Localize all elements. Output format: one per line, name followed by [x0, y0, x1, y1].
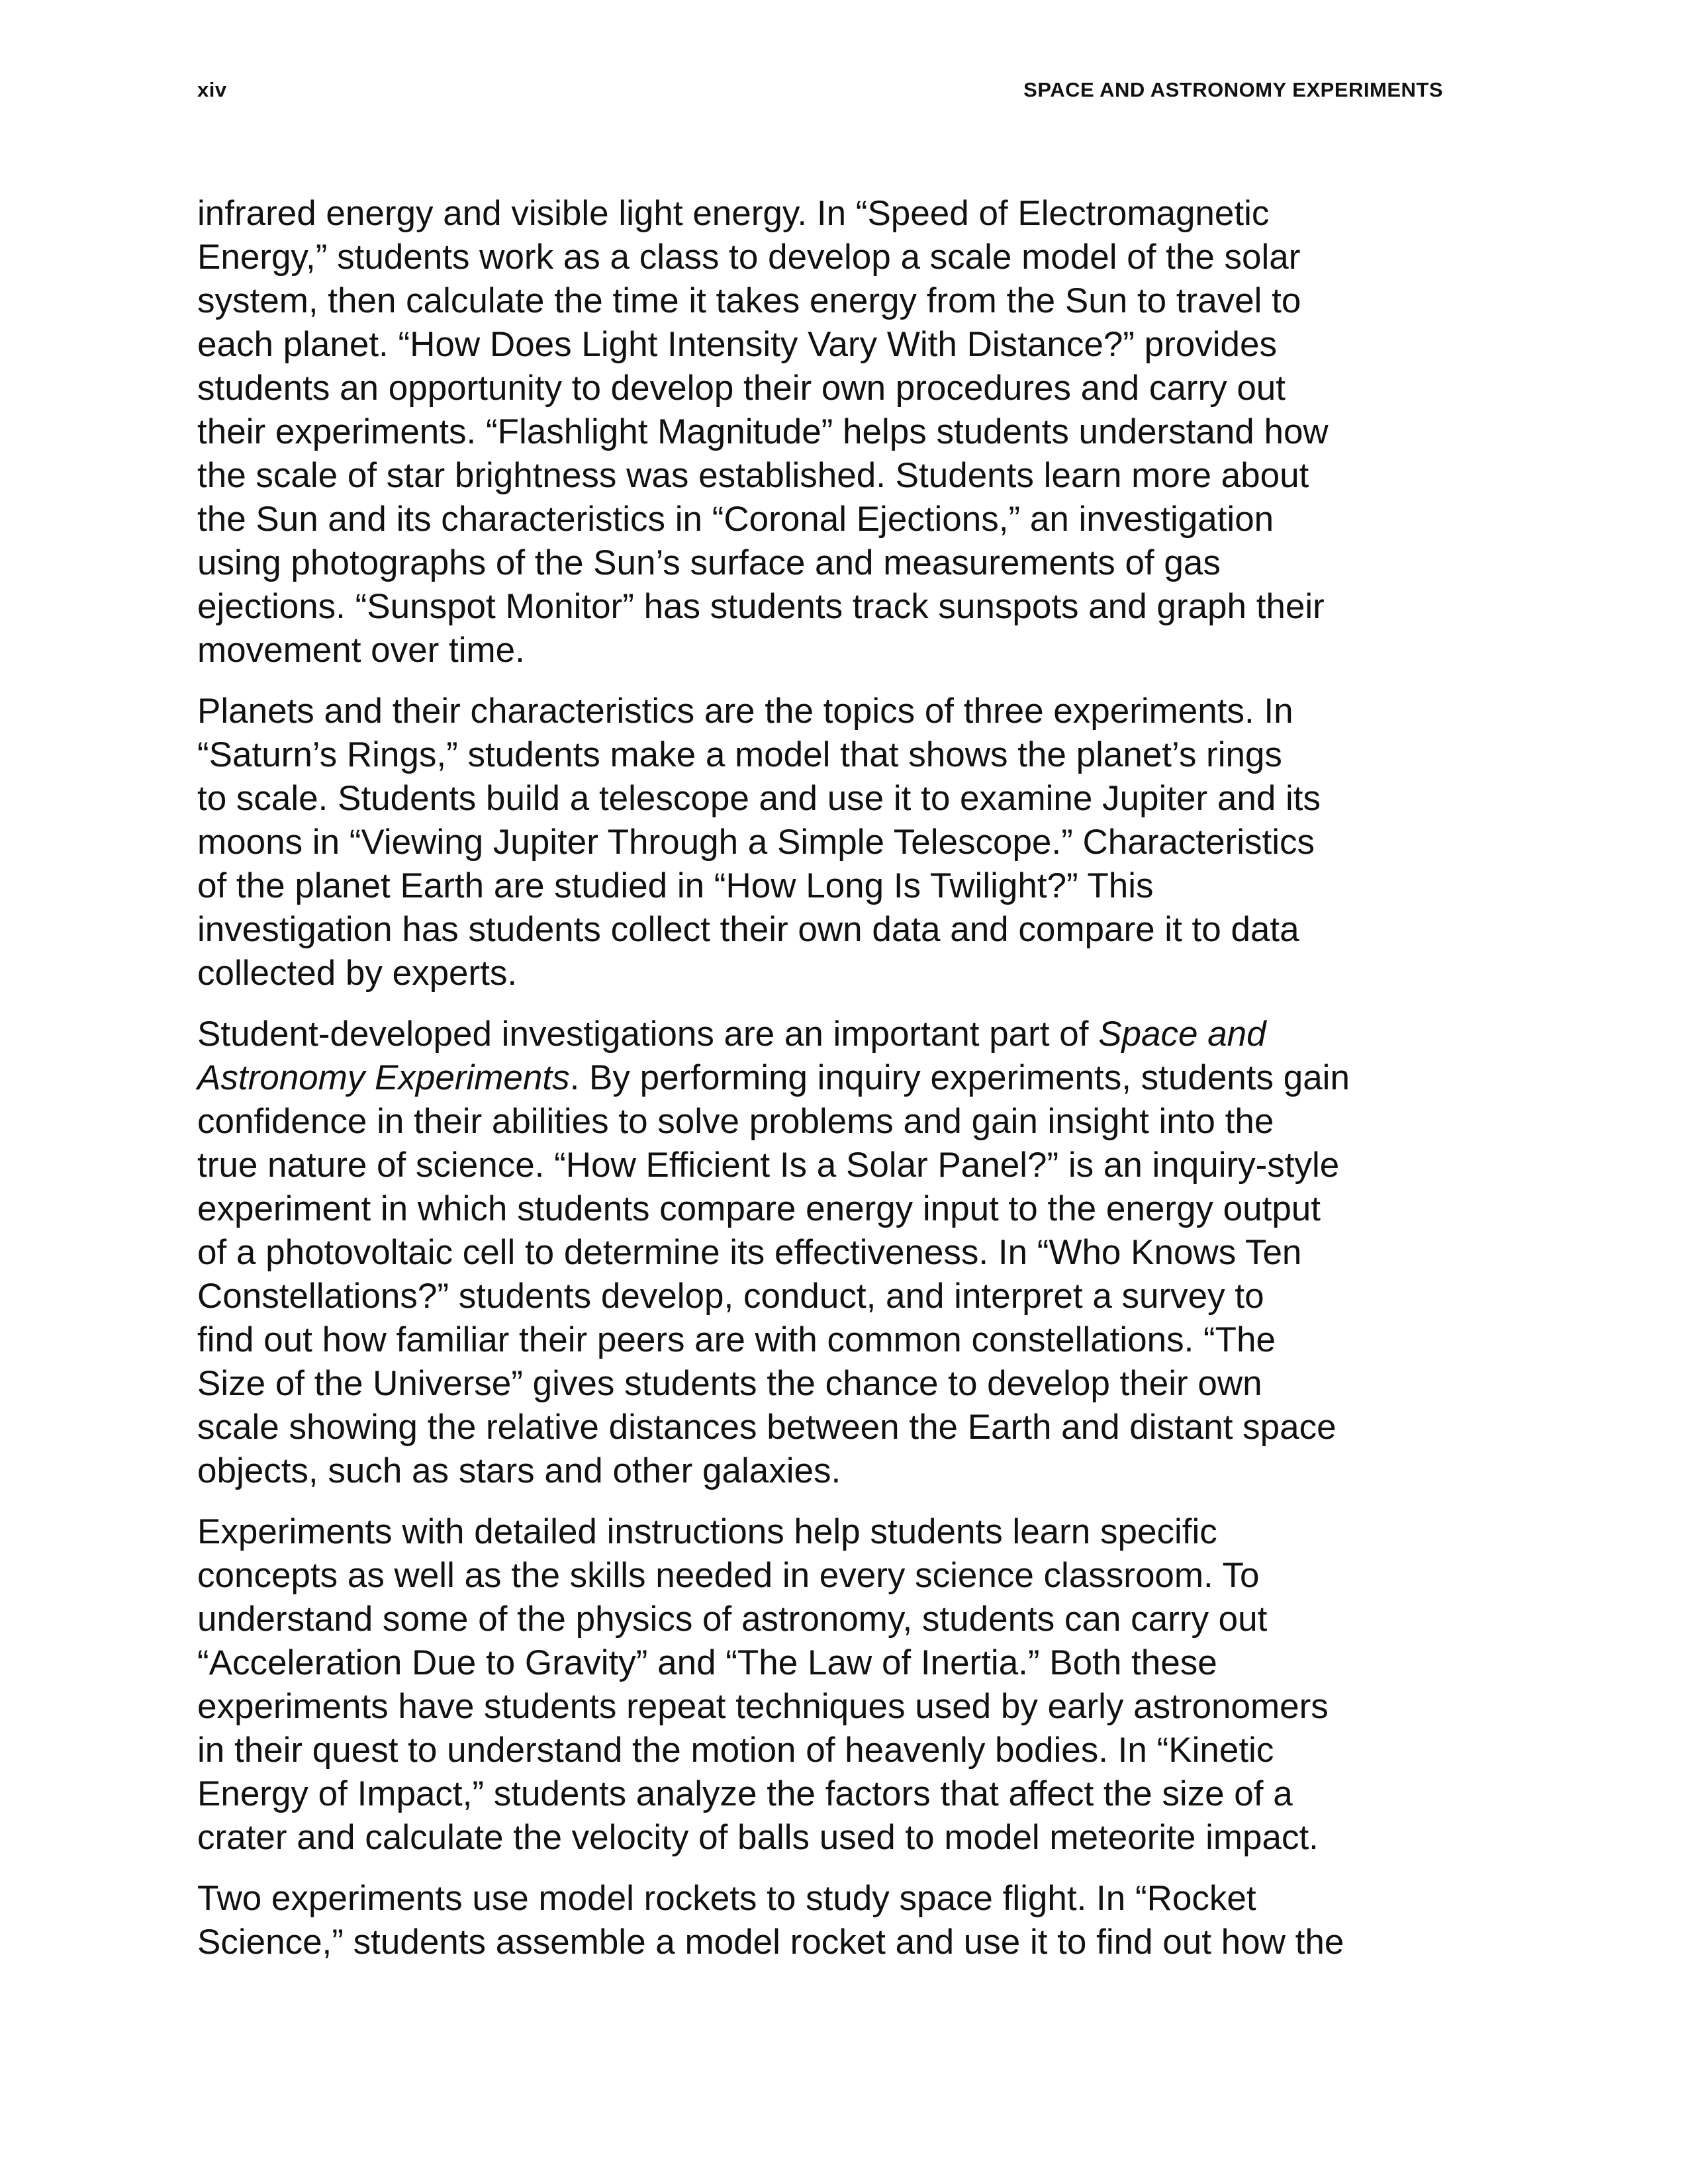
text-line	[197, 454, 1455, 498]
text-segment: of the planet Earth are studied in “How Long Is Twilight?” This	[197, 866, 1154, 905]
text-line	[197, 1554, 1455, 1598]
text-line	[197, 192, 1455, 236]
text-segment: confidence in their abilities to solve problems and gain insight into the	[197, 1102, 1274, 1141]
text-segment: students an opportunity to develop their own procedures and carry out	[197, 369, 1286, 408]
text-line	[197, 1187, 1455, 1231]
text-line	[197, 1816, 1455, 1860]
text-line	[197, 821, 1455, 864]
paragraph	[197, 1510, 1455, 1860]
text-segment: crater and calculate the velocity of balls used to model meteorite impact.	[197, 1818, 1319, 1857]
text-line	[197, 1921, 1455, 1964]
text-segment: Experiments with detailed instructions help students learn specific	[197, 1512, 1217, 1551]
text-segment: to scale. Students build a telescope and use it to examine Jupiter and its	[197, 779, 1321, 818]
text-segment: . By performing inquiry experiments, students gain	[569, 1058, 1350, 1097]
text-line	[197, 1729, 1455, 1772]
text-segment: in their quest to understand the motion of heavenly bodies. In “Kinetic	[197, 1731, 1274, 1770]
text-segment: Planets and their characteristics are the topics of three experiments. In	[197, 692, 1293, 731]
text-segment: Constellations?” students develop, conduct, and interpret a survey to	[197, 1277, 1264, 1316]
text-segment: experiment in which students compare energy input to the energy output	[197, 1189, 1321, 1228]
text-segment: Student-developed investigations are an important part of	[197, 1015, 1099, 1054]
text-segment: their experiments. “Flashlight Magnitude” helps students understand how	[197, 412, 1329, 451]
text-line	[197, 1449, 1455, 1493]
text-line	[197, 1598, 1455, 1641]
text-segment: the scale of star brightness was established. Students learn more about	[197, 456, 1309, 495]
text-line	[197, 1685, 1455, 1729]
text-segment: the Sun and its characteristics in “Coronal Ejections,” an investigation	[197, 500, 1274, 539]
text-segment: “Saturn’s Rings,” students make a model that shows the planet’s rings	[197, 735, 1282, 774]
text-segment: “Acceleration Due to Gravity” and “The Law of Inertia.” Both these	[197, 1643, 1217, 1682]
text-line	[197, 541, 1455, 585]
text-segment: collected by experts.	[197, 954, 518, 993]
text-segment: Two experiments use model rockets to study space flight. In “Rocket	[197, 1879, 1256, 1918]
text-line	[197, 1275, 1455, 1318]
text-line	[197, 1013, 1455, 1056]
text-segment: true nature of science. “How Efficient Is a Solar Panel?” is an inquiry-style	[197, 1146, 1340, 1185]
text-segment: Science,” students assemble a model rocket and use it to find out how the	[197, 1923, 1344, 1962]
paragraph	[197, 1877, 1455, 1964]
text-line	[197, 236, 1455, 279]
text-segment: system, then calculate the time it takes energy from the Sun to travel to	[197, 281, 1301, 320]
italic-title: Space and	[1098, 1015, 1266, 1054]
text-line	[197, 908, 1455, 952]
text-line	[197, 585, 1455, 629]
text-line	[197, 864, 1455, 908]
text-line	[197, 1510, 1455, 1554]
text-segment: objects, such as stars and other galaxies.	[197, 1451, 841, 1490]
text-segment: understand some of the physics of astronomy, students can carry out	[197, 1600, 1268, 1639]
text-line	[197, 952, 1455, 995]
text-segment: ejections. “Sunspot Monitor” has students track sunspots and graph their	[197, 587, 1325, 626]
page-number: xiv	[197, 78, 227, 101]
text-line	[197, 690, 1455, 733]
text-line	[197, 1406, 1455, 1449]
paragraph	[197, 1013, 1455, 1493]
text-segment: movement over time.	[197, 631, 525, 670]
text-line	[197, 279, 1455, 323]
italic-title: Astronomy Experiments	[197, 1058, 570, 1097]
running-header: SPACE AND ASTRONOMY EXPERIMENTS	[1023, 78, 1443, 101]
text-segment: each planet. “How Does Light Intensity Vary With Distance?” provides	[197, 325, 1277, 364]
text-line	[197, 498, 1455, 541]
text-line	[197, 1144, 1455, 1187]
text-line	[197, 1641, 1455, 1685]
text-line	[197, 1772, 1455, 1816]
text-line	[197, 323, 1455, 367]
body-text	[197, 192, 1455, 1981]
text-line	[197, 1100, 1455, 1144]
text-line	[197, 367, 1455, 410]
paragraph	[197, 192, 1455, 672]
text-line	[197, 1318, 1455, 1362]
text-segment: moons in “Viewing Jupiter Through a Simple Telescope.” Characteristics	[197, 823, 1315, 862]
text-line	[197, 1056, 1455, 1100]
text-segment: experiments have students repeat techniques used by early astronomers	[197, 1687, 1329, 1726]
text-segment: investigation has students collect their own data and compare it to data	[197, 910, 1299, 949]
text-line	[197, 1362, 1455, 1406]
text-segment: find out how familiar their peers are with common constellations. “The	[197, 1320, 1276, 1359]
text-segment: concepts as well as the skills needed in every science classroom. To	[197, 1556, 1260, 1595]
text-segment: scale showing the relative distances between the Earth and distant space	[197, 1408, 1336, 1447]
text-line	[197, 1231, 1455, 1275]
text-segment: Energy of Impact,” students analyze the factors that affect the size of a	[197, 1774, 1293, 1813]
text-line	[197, 629, 1455, 672]
text-segment: Energy,” students work as a class to develop a scale model of the solar	[197, 238, 1301, 277]
text-line	[197, 1877, 1455, 1921]
text-segment: using photographs of the Sun’s surface and measurements of gas	[197, 543, 1221, 582]
text-line	[197, 733, 1455, 777]
text-segment: infrared energy and visible light energy. In “Speed of Electromagnetic	[197, 194, 1270, 233]
text-line	[197, 410, 1455, 454]
text-line	[197, 777, 1455, 821]
paragraph	[197, 690, 1455, 995]
text-segment: Size of the Universe” gives students the chance to develop their own	[197, 1364, 1262, 1403]
text-segment: of a photovoltaic cell to determine its effectiveness. In “Who Knows Ten	[197, 1233, 1302, 1272]
